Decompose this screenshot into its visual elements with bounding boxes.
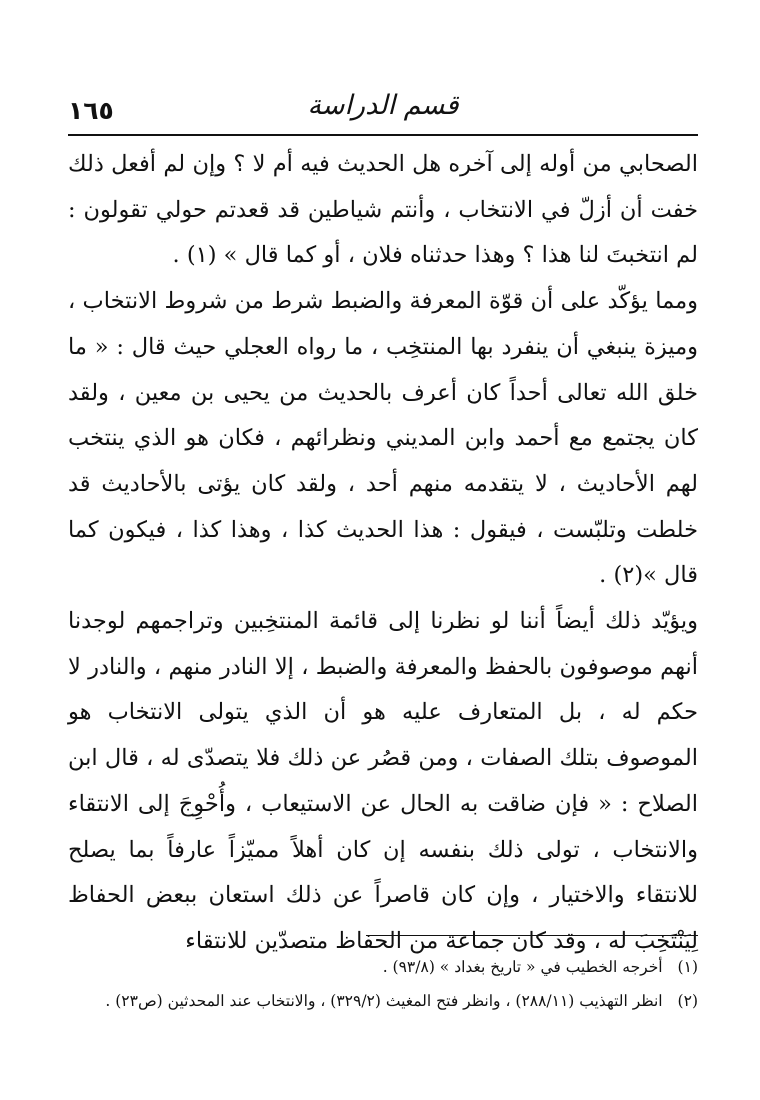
footnote [68, 984, 698, 1018]
header-rule [68, 134, 698, 136]
body-text [68, 142, 698, 965]
page-header [68, 92, 698, 136]
section-title: قسم الدراسة [307, 90, 459, 121]
paragraph: ومما يؤكّد على أن قوّة المعرفة والضبط شرط من شروط الانتخاب ، وميزة ينبغي أن ينفرد بها المنتخِب ، ما رواه العجلي حيث قال : « ما خلق الله تعالى أحداً كان أعرف بالحديث من يحيى بن معين ، ولقد كان يجتمع مع أحمد وابن المديني ونظرائهم ، فكان هو الذي ينتخب لهم الأحاديث ، لا يتقدمه منهم أحد ، ولقد كان يؤتى بالأحاديث قد خلطت وتلبّست ، فيقول : هذا الحديث كذا ، وهذا كذا ، فيكون كما قال »(٢) . [68, 288, 698, 589]
footnote-number: (١) [677, 958, 698, 976]
paragraph: ويؤيّد ذلك أيضاً أننا لو نظرنا إلى قائمة المنتخِبين وتراجمهم لوجدنا أنهم موصوفون بالحفظ والمعرفة والضبط ، إلا النادر منهم ، والنادر لا حكم له ، بل المتعارف عليه هو أن الذي يتولى الانتخاب هو الموصوف بتلك الصفات ، ومن قصُر عن ذلك فلا يتصدّى له ، قال ابن الصلاح : « فإن ضاقت به الحال عن الاستيعاب ، وأُحْوِجَ إلى الانتقاء والانتخاب ، تولى ذلك بنفسه إن كان أهلاً مميّزاً عارفاً بما يصلح للانتقاء والاختيار ، وإن كان قاصراً عن ذلك استعان ببعض الحفاظ لِيَنْتَخِبَ له ، وقد كان جماعة من الحفاظ متصدّين للانتقاء [68, 608, 698, 954]
page-number: ١٦٥ [68, 96, 114, 125]
footnotes [68, 950, 698, 1018]
footnote-separator [366, 935, 698, 936]
footnote [68, 950, 698, 984]
paragraph: الصحابي من أوله إلى آخره هل الحديث فيه أم لا ؟ وإن لم أفعل ذلك خفت أن أزلّ في الانتخاب ، وأنتم شياطين قد قعدتم حولي تقولون : لم انتخبتَ لنا هذا ؟ وهذا حدثناه فلان ، أو كما قال » (١) . [68, 151, 698, 269]
footnote-text: أخرجه الخطيب في « تاريخ بغداد » (٩٣/٨) . [382, 958, 663, 976]
footnote-number: (٢) [677, 992, 698, 1010]
footnote-text: انظر التهذيب (٢٨٨/١١) ، وانظر فتح المغيث (٣٢٩/٢) ، والانتخاب عند المحدثين (ص٢٣) . [105, 992, 663, 1010]
